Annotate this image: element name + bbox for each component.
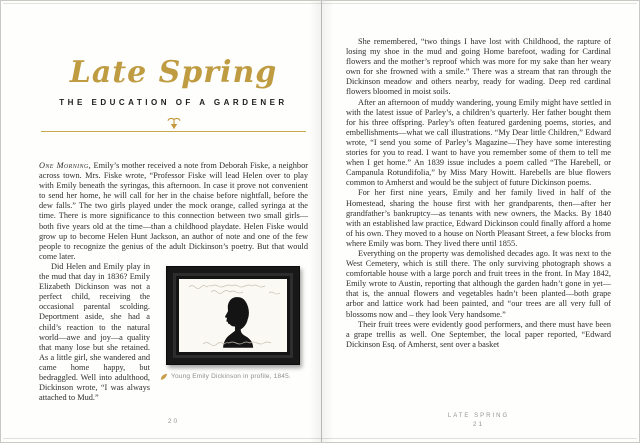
- lead-in-phrase: One Morning,: [39, 161, 92, 170]
- gold-rule: [41, 131, 306, 132]
- frame-inner-ridge: [173, 273, 293, 358]
- paragraph-text: Emily’s mother received a note from Deborah Fiske, a neighbor across town. Mrs. Fiske wrote, “Professor Fiske will lead Helen over to play with Emily beneath the syringas, this afternoon. In case it prove not convenient to send her home, he will call for her in the chaise before nightfall, before the dew falls.” The two girls played under the mock orange, called syringa at the time. There is more significance to this connection between two small girls—both five years old at the time—than a childhood playdate. Helen Fiske would grow up to become Helen Hunt Jackson, an author of note and one of the few people to recognize the genius of the adult Dickinson’s poetry. But that would come later.: [39, 161, 308, 261]
- title-rule-block: [39, 117, 308, 139]
- paragraph: Did Helen and Emily play in the mud that day in 1836? Emily Elizabeth Dickinson was not a perfect child, receiving the occasional parental scolding. Deportment aside, she had a child’s reaction to the natural world—awe and joy—a quality that many lose but she retained. As a little girl, she wandered and came home happy, but bedraggled. Well into adulthood, Dickinson wrote, “I was always attached to Mud.”: [39, 261, 150, 403]
- paragraph: She remembered, “two things I have lost with Childhood, the rapture of losing my shoe in the mud and going Home barefoot, wading for Cardinal flowers and the mother’s reproof which was more for my sake than her weary own for she frowned with a smile.” There was a stream that ran through the Dickinson meadow and others nearby, ready for wading. Deep red cardinal flowers bloomed in moist soils.: [346, 37, 611, 97]
- figure-caption-text: Young Emily Dickinson in profile, 1845.: [171, 372, 291, 380]
- leaf-caption-marker-icon: [160, 373, 168, 381]
- figure-mat: [179, 279, 287, 352]
- chapter-head: [39, 1, 308, 139]
- right-body-text: [346, 37, 611, 350]
- left-page-number: 20: [167, 418, 180, 425]
- left-body-text: [39, 161, 308, 403]
- silhouette-frame: [166, 266, 300, 365]
- chapter-title: Late Spring: [69, 55, 278, 90]
- paragraph: Everything on the property was demolished decades ago. It was next to the West Cemetery, which is still there. The only surviving photograph shows a comfortable house with a large porch and fruit trees in the front. In May 1842, Emily wrote to Austin, reporting that although the garden hadn’t gone in yet—that is, the annual flowers and vegetables hadn’t been planted—both grape arbor and lattice work had been painted, and “our trees are all very full of blossoms now and – they look Very handsome.”: [346, 248, 611, 319]
- left-page: [1, 1, 321, 443]
- handwriting-squiggles-bottom: [199, 338, 287, 348]
- chapter-subtitle: THE EDUCATION OF A GARDENER: [59, 98, 288, 107]
- figure-block: [158, 266, 308, 382]
- right-page: [321, 1, 640, 443]
- figure-caption: [160, 372, 308, 382]
- down-arrow-ornament-icon: [165, 117, 183, 130]
- paragraph: [39, 161, 308, 262]
- paragraph: After an afternoon of muddy wandering, young Emily might have settled in with the latest issue of Parley’s, a children’s quarterly. Her father bought them for his three offspring. Parley’s often featured gardening poems, stories, and embellishments—what we call illustrations. “My Dear little Children,” Edward wrote, “I send you some of Parley’s Magazine—They have some interesting stories for you to read. I want to have you remember some of them to tell me when I get home.” An 1839 issue includes a poem called “The Harebell, or Campanula Rotundifolia,” by Miss Mary Howitt. Harebells are blue flowers common to Amherst and would be the subject of future Dickinson poems.: [346, 97, 611, 188]
- right-page-number: 21: [472, 421, 485, 428]
- running-footer: LATE SPRING: [447, 413, 510, 419]
- paragraph: For her first nine years, Emily and her family lived in half of the Homestead, sharing the house first with her grandparents, then—after her grandfather’s bankruptcy—as tenants with new owners, the Macks. By 1840 with an established law practice, Edward Dickinson could finally afford a home of his own. They moved to a house on North Pleasant Street, a few blocks from where Emily was born. They lived there until 1855.: [346, 188, 611, 248]
- paragraph: Their fruit trees were evidently good performers, and there must have been a grape trellis as well. One September, the local paper reported, “Edward Dickinson Esq. of Amherst, sent over a basket: [346, 319, 611, 349]
